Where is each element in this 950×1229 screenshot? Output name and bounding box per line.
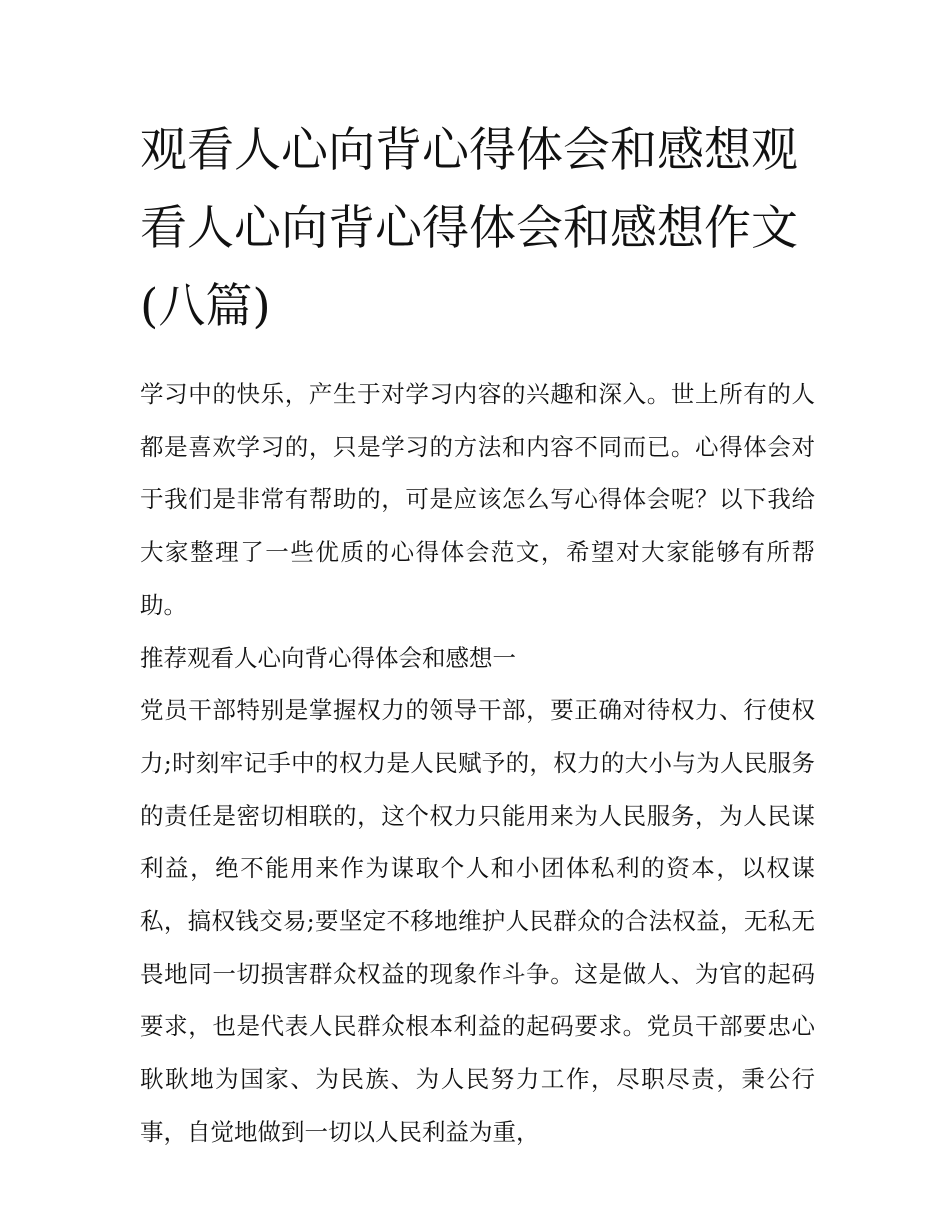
section-heading: 推荐观看人心向背心得体会和感想一 <box>140 643 516 672</box>
document-title: 观看人心向背心得体会和感想观看人心向背心得体会和感想作文(八篇) <box>140 123 798 334</box>
document-page <box>140 112 815 1159</box>
body-paragraph: 党员干部特别是掌握权力的领导干部，要正确对待权力、行使权力;时刻牢记手中的权力是人民赋予的，权力的大小与为人民服务的责任是密切相联的，这个权力只能用来为人民服务，为人民谋利益，绝不能用来作为谋取个人和小团体私利的资本，以权谋私，搞权钱交易;要坚定不移地维护人民群众的合法权益，无私无畏地同一切损害群众权益的现象作斗争。这是做人、为官的起码要求，也是代表人民群众根本利益的起码要求。党员干部要忠心耿耿地为国家、为民族、为人民努力工作，尽职尽责，秉公行事，自觉地做到一切以人民利益为重， <box>140 696 815 1146</box>
intro-paragraph: 学习中的快乐，产生于对学习内容的兴趣和深入。世上所有的人都是喜欢学习的，只是学习的方法和内容不同而已。心得体会对于我们是非常有帮助的，可是应该怎么写心得体会呢？以下我给大家整理了一些优质的心得体会范文，希望对大家能够有所帮助。 <box>140 380 815 619</box>
